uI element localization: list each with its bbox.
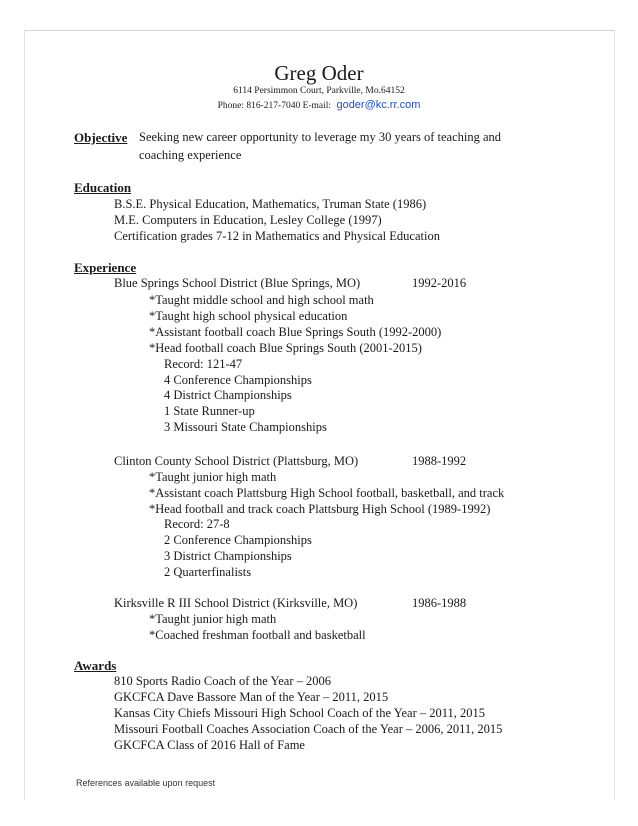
objective-line: coaching experience: [139, 148, 242, 162]
job-duty: *Assistant football coach Blue Springs South (1992-2000): [149, 325, 442, 339]
page-border-right: [614, 30, 615, 800]
job-detail: 2 Conference Championships: [164, 533, 312, 547]
page-footer: References available upon request: [76, 778, 216, 788]
page-border-top: [24, 30, 614, 31]
email-link[interactable]: goder@kc.rr.com: [336, 99, 421, 111]
job-detail: 4 Conference Championships: [164, 373, 312, 387]
award-item: Missouri Football Coaches Association Coach of the Year – 2006, 2011, 2015: [114, 722, 503, 736]
job-duty: *Taught junior high math: [149, 612, 277, 626]
job-employer: Blue Springs School District (Blue Springs, MO): [114, 276, 361, 290]
job-duty: *Head football and track coach Plattsburg High School (1989-1992): [149, 502, 491, 516]
job-duty: *Taught junior high math: [149, 470, 277, 484]
job-detail: 4 District Championships: [164, 388, 292, 402]
job-detail: 2 Quarterfinalists: [164, 565, 252, 579]
education-heading: Education: [74, 180, 132, 195]
award-item: Kansas City Chiefs Missouri High School Coach of the Year – 2011, 2015: [114, 706, 486, 720]
awards-heading: Awards: [74, 658, 117, 673]
job-dates: 1992-2016: [412, 276, 467, 290]
job-dates: 1986-1988: [412, 596, 467, 610]
education-item: M.E. Computers in Education, Lesley College (1997): [114, 213, 382, 227]
award-item: GKCFCA Dave Bassore Man of the Year – 2011, 2015: [114, 690, 389, 704]
job-duty: *Head football coach Blue Springs South (2001-2015): [149, 341, 422, 355]
job-duty: *Assistant coach Plattsburg High School football, basketball, and track: [149, 486, 505, 500]
job-employer: Clinton County School District (Plattsburg, MO): [114, 454, 359, 468]
objective-heading: Objective: [74, 130, 128, 145]
education-item: B.S.E. Physical Education, Mathematics, Truman State (1986): [114, 197, 427, 211]
job-duty: *Taught high school physical education: [149, 309, 348, 323]
experience-heading: Experience: [74, 260, 137, 275]
objective-line: Seeking new career opportunity to leverage my 30 years of teaching and: [139, 130, 502, 144]
job-dates: 1988-1992: [412, 454, 467, 468]
education-item: Certification grades 7-12 in Mathematics and Physical Education: [114, 229, 440, 243]
job-detail: 1 State Runner-up: [164, 404, 255, 418]
job-duty: *Coached freshman football and basketball: [149, 628, 366, 642]
job-detail: Record: 27-8: [164, 517, 230, 531]
resume-name: Greg Oder: [274, 61, 364, 85]
award-item: 810 Sports Radio Coach of the Year – 2006: [114, 674, 331, 688]
job-detail: Record: 121-47: [164, 357, 243, 371]
job-employer: Kirksville R III School District (Kirksville, MO): [114, 596, 358, 610]
resume-contact: [0, 99, 638, 111]
phone-email-label: Phone: 816-217-7040 E-mail:: [217, 101, 332, 111]
resume-address: 6114 Persimmon Court, Parkville, Mo.64152: [233, 86, 405, 96]
job-duty: *Taught middle school and high school math: [149, 293, 374, 307]
job-detail: 3 Missouri State Championships: [164, 420, 327, 434]
job-detail: 3 District Championships: [164, 549, 292, 563]
award-item: GKCFCA Class of 2016 Hall of Fame: [114, 738, 305, 752]
page-border-left: [24, 30, 25, 800]
